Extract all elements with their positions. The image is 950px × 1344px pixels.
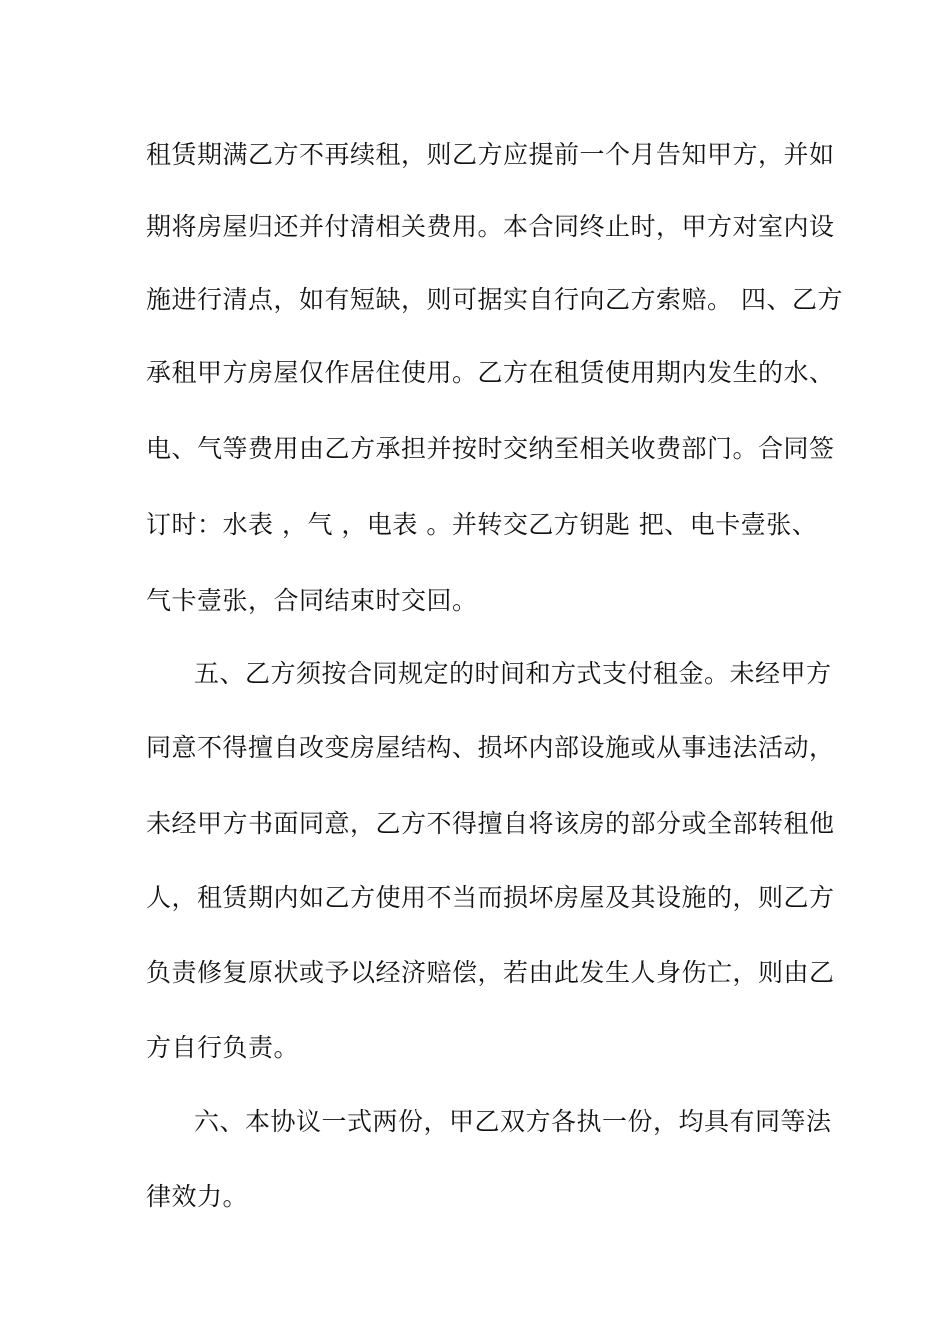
text-line: 订时：水表 ，气 ，电表 。并转交乙方钥匙 把、电卡壹张、 (146, 510, 818, 539)
text-line: 施进行清点，如有短缺，则可据实自行向乙方索赔。 四、乙方 (146, 285, 843, 314)
text-line: 律效力。 (146, 1182, 249, 1211)
paragraph-5-first-line: 五、乙方须按合同规定的时间和方式支付租金。未经甲方 (194, 659, 832, 688)
paragraph-6-first-line: 六、本协议一式两份，甲乙双方各执一份，均具有同等法 (194, 1107, 832, 1136)
text-line: 电、气等费用由乙方承担并按时交纳至相关收费部门。合同签 (146, 434, 835, 463)
text-line: 未经甲方书面同意，乙方不得擅自将该房的部分或全部转租他 (146, 809, 835, 838)
text-line: 方自行负责。 (146, 1033, 300, 1062)
text-line: 承租甲方房屋仅作居住使用。乙方在租赁使用期内发生的水、 (146, 358, 835, 387)
text-line: 同意不得擅自改变房屋结构、损坏内部设施或从事违法活动， (146, 733, 835, 762)
text-line: 气卡壹张，合同结束时交回。 (146, 586, 478, 615)
text-line: 人，租赁期内如乙方使用不当而损坏房屋及其设施的，则乙方 (146, 883, 835, 912)
text-line: 期将房屋归还并付清相关费用。本合同终止时，甲方对室内设 (146, 212, 835, 241)
text-line: 租赁期满乙方不再续租，则乙方应提前一个月告知甲方，并如 (146, 140, 835, 169)
text-line: 负责修复原状或予以经济赔偿，若由此发生人身伤亡，则由乙 (146, 958, 835, 987)
